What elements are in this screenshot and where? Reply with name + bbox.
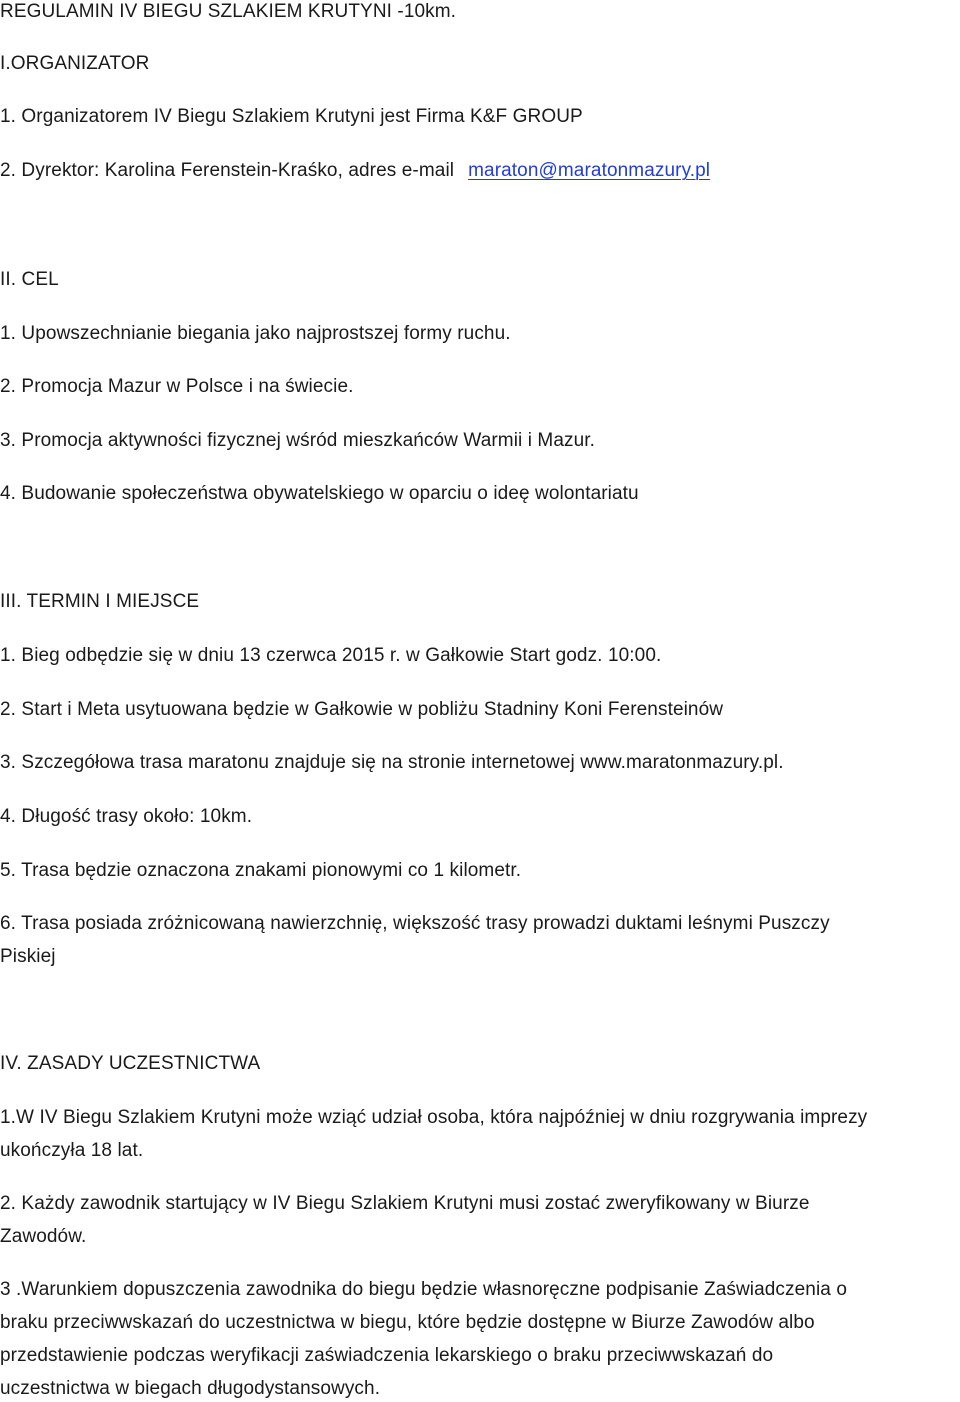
term-item-2: 2. Start i Meta usytuowana będzie w Gałkowie w pobliżu Stadniny Koni Ferensteinów [0,699,724,720]
email-link[interactable]: maraton@maratonmazury.pl [468,160,711,181]
organizer-item-2-text: 2. Dyrektor: Karolina Ferenstein-Kraśko, adres e-mail [0,160,455,181]
rules-item-3-line-3: przedstawienie podczas weryfikacji zaświadczenia lekarskiego o braku przeciwwskazań do [0,1345,774,1366]
section-organizer-heading: I.ORGANIZATOR [0,53,150,74]
document-title: REGULAMIN IV BIEGU SZLAKIEM KRUTYNI -10km. [0,1,457,22]
term-item-1: 1. Bieg odbędzie się w dniu 13 czerwca 2015 r. w Gałkowie Start godz. 10:00. [0,645,662,666]
rules-item-2-line-1: 2. Każdy zawodnik startujący w IV Biegu Szlakiem Krutyni musi zostać zweryfikowany w Biurze [0,1193,810,1214]
term-item-3: 3. Szczegółowa trasa maratonu znajduje się na stronie internetowej www.maratonmazury.pl. [0,752,784,773]
organizer-item-1: 1. Organizatorem IV Biegu Szlakiem Krutyni jest Firma K&F GROUP [0,106,583,127]
rules-item-3-line-2: braku przeciwwskazań do uczestnictwa w biegu, które będzie dostępne w Biurze Zawodów albo [0,1312,815,1333]
goal-item-2: 2. Promocja Mazur w Polsce i na świecie. [0,376,354,397]
term-item-6-line-1: 6. Trasa posiada zróżnicowaną nawierzchnię, większość trasy prowadzi duktami leśnymi Puszczy [0,913,830,934]
section-term-heading: III. TERMIN I MIEJSCE [0,591,200,612]
term-item-5: 5. Trasa będzie oznaczona znakami pionowymi co 1 kilometr. [0,860,522,881]
goal-item-3: 3. Promocja aktywności fizycznej wśród mieszkańców Warmii i Mazur. [0,430,596,451]
goal-item-1: 1. Upowszechnianie biegania jako najprostszej formy ruchu. [0,323,511,344]
rules-item-1-line-2: ukończyła 18 lat. [0,1140,144,1161]
goal-item-4: 4. Budowanie społeczeństwa obywatelskiego w oparciu o ideę wolontariatu [0,483,639,504]
organizer-item-2 [0,158,710,184]
rules-item-3-line-1: 3 .Warunkiem dopuszczenia zawodnika do biegu będzie własnoręczne podpisanie Zaświadczenia o [0,1279,848,1300]
rules-item-1-line-1: 1.W IV Biegu Szlakiem Krutyni może wziąć udział osoba, która najpóźniej w dniu rozgrywania imprezy [0,1107,868,1128]
section-rules-heading: IV. ZASADY UCZESTNICTWA [0,1053,261,1074]
term-item-6-line-2: Piskiej [0,946,56,967]
term-item-4: 4. Długość trasy około: 10km. [0,806,253,827]
rules-item-2-line-2: Zawodów. [0,1226,87,1247]
section-goal-heading: II. CEL [0,269,59,290]
rules-item-3-line-4: uczestnictwa w biegach długodystansowych. [0,1378,381,1399]
